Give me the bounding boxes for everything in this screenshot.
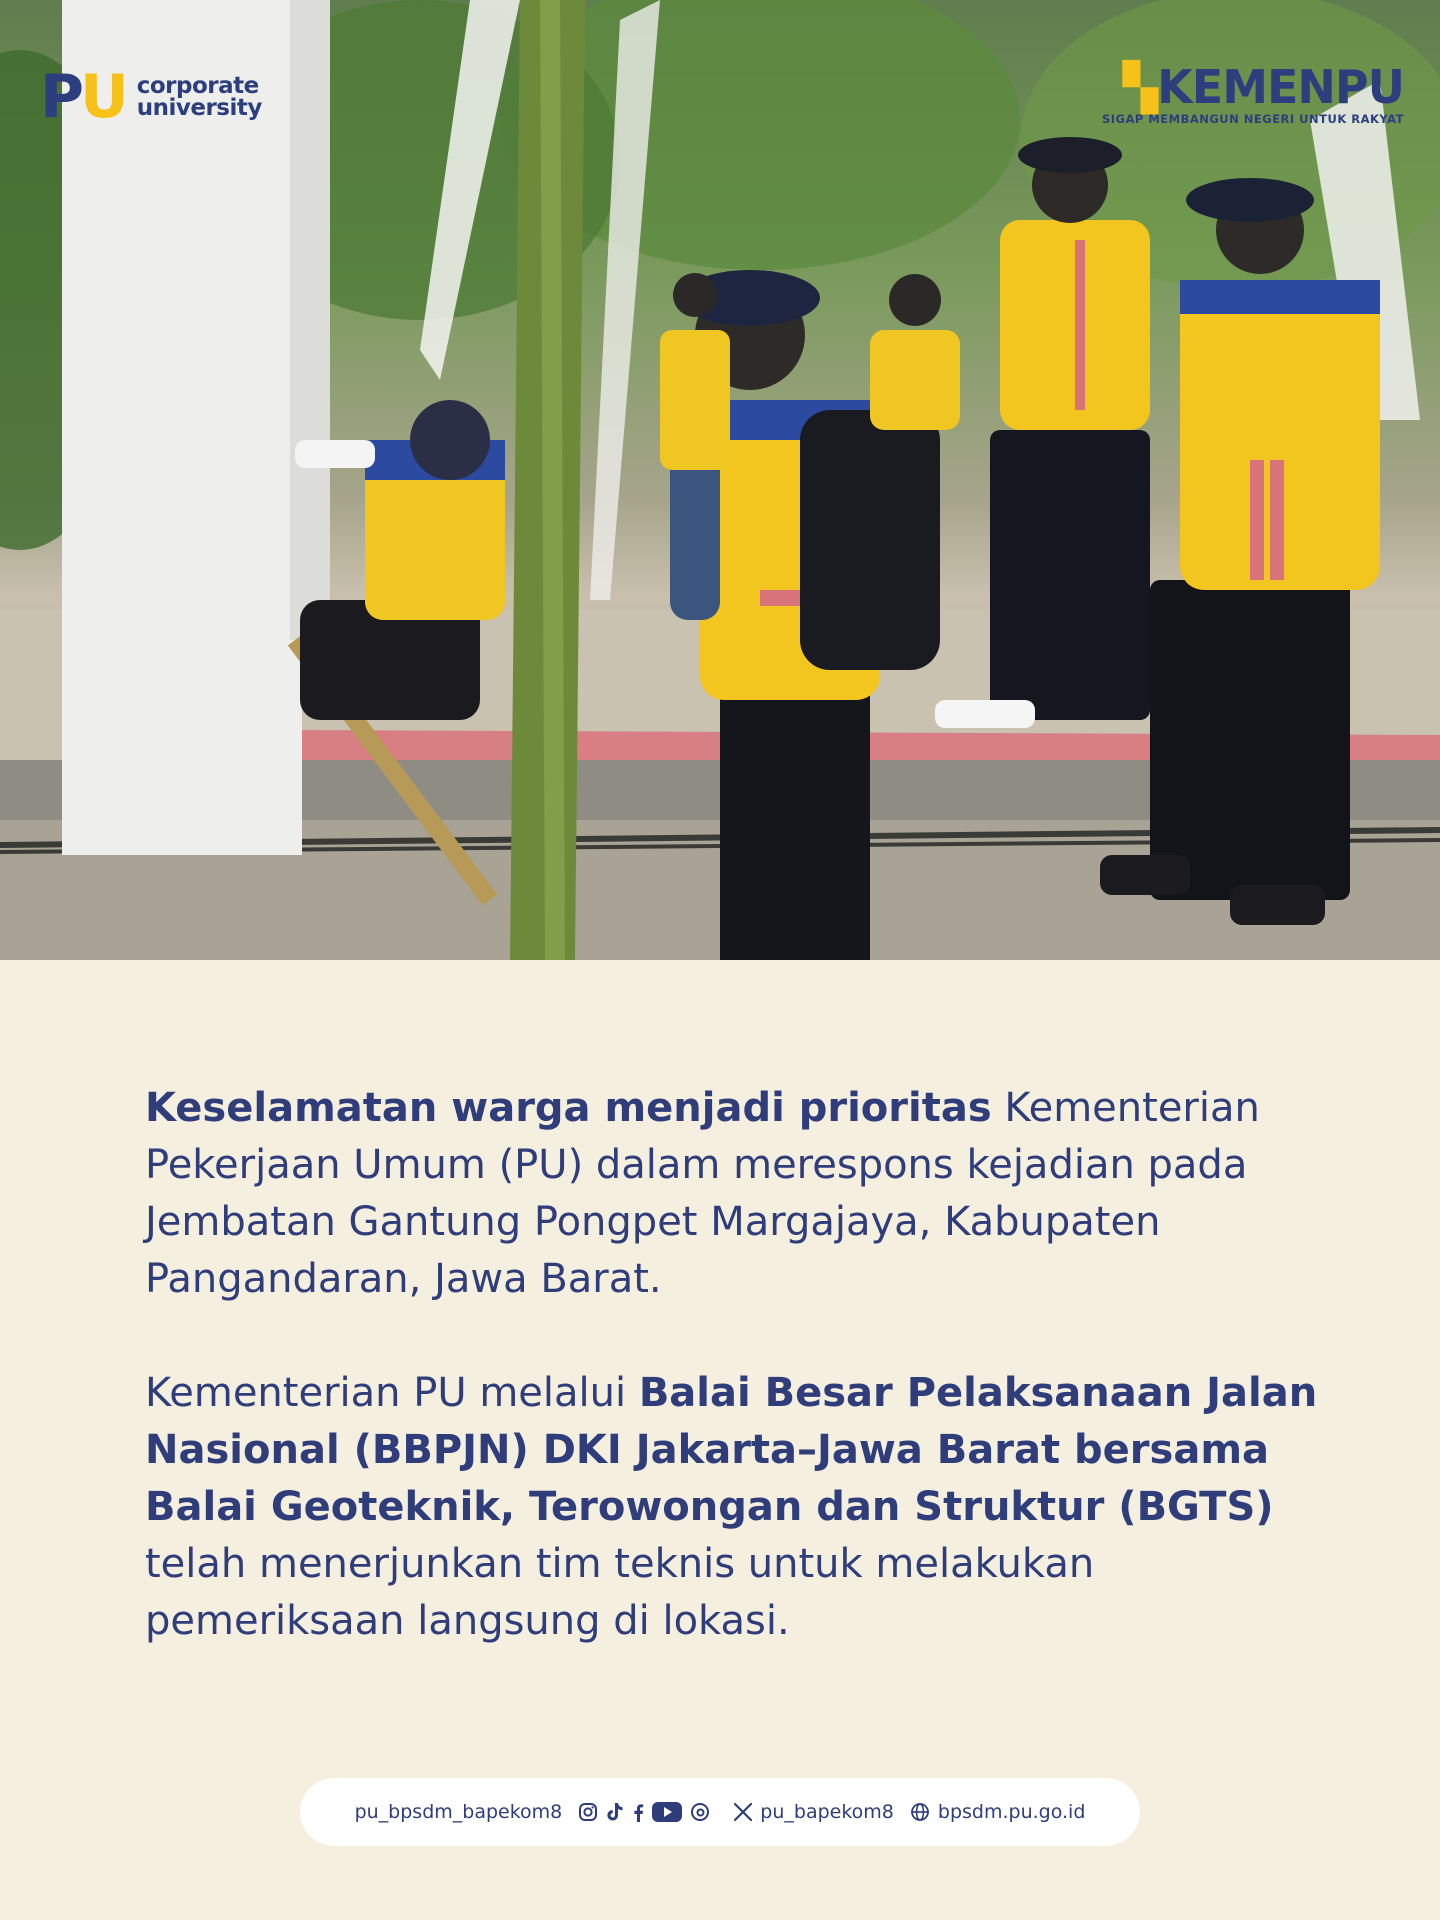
social-footer [300, 1778, 1140, 1846]
tiktok-icon[interactable] [606, 1802, 624, 1822]
threads-icon[interactable] [690, 1802, 710, 1822]
kemenpu-suffix: PU [1334, 60, 1404, 114]
kemenpu-logo [1044, 60, 1404, 126]
globe-icon[interactable] [910, 1802, 930, 1822]
paragraph-1-bold: Keselamatan warga menjadi prioritas [145, 1085, 992, 1131]
kemenpu-wordmark [1044, 60, 1404, 114]
paragraph-2-lead: Kementerian PU melalui [145, 1370, 639, 1416]
logo-line-2: university [136, 95, 262, 121]
kemenpu-logo-symbol: ▚ [1122, 60, 1158, 114]
facebook-icon[interactable] [632, 1802, 644, 1822]
instagram-icon[interactable] [578, 1802, 598, 1822]
pu-corporate-university-logo [40, 62, 300, 132]
x-handle[interactable]: pu_bapekom8 [760, 1801, 894, 1823]
youtube-icon[interactable] [652, 1802, 682, 1822]
kemenpu-tagline: SIGAP MEMBANGUN NEGERI UNTUK RAKYAT [1102, 112, 1404, 126]
paragraph-2 [145, 1365, 1325, 1650]
article-body [145, 1080, 1325, 1707]
paragraph-2-bold: Balai Besar Pelaksanaan Jalan Nasional (BBPJN) DKI Jakarta–Jawa Barat bersama Balai Geoteknik, Terowongan dan Struktur (BGTS) [145, 1370, 1318, 1530]
x-icon[interactable] [734, 1803, 752, 1821]
pu-logo-p: P [40, 62, 80, 132]
kemenpu-prefix: KEMEN [1157, 60, 1335, 114]
logo-line-1: corporate [136, 73, 259, 99]
social-handle[interactable]: pu_bpsdm_bapekom8 [354, 1801, 563, 1823]
website-link[interactable]: bpsdm.pu.go.id [937, 1801, 1086, 1823]
paragraph-1-text: Kementerian Pekerjaan Umum (PU) dalam merespons kejadian pada Jembatan Gantung Pongpet Margajaya, Kabupaten Pangandaran, Jawa Barat. [145, 1085, 1260, 1302]
corporate-university-text [137, 75, 262, 119]
pu-logo-mark [40, 62, 125, 132]
paragraph-1 [145, 1080, 1325, 1308]
paragraph-2-text: telah menerjunkan tim teknis untuk melakukan pemeriksaan langsung di lokasi. [145, 1541, 1095, 1644]
pu-logo-u: U [79, 62, 125, 132]
